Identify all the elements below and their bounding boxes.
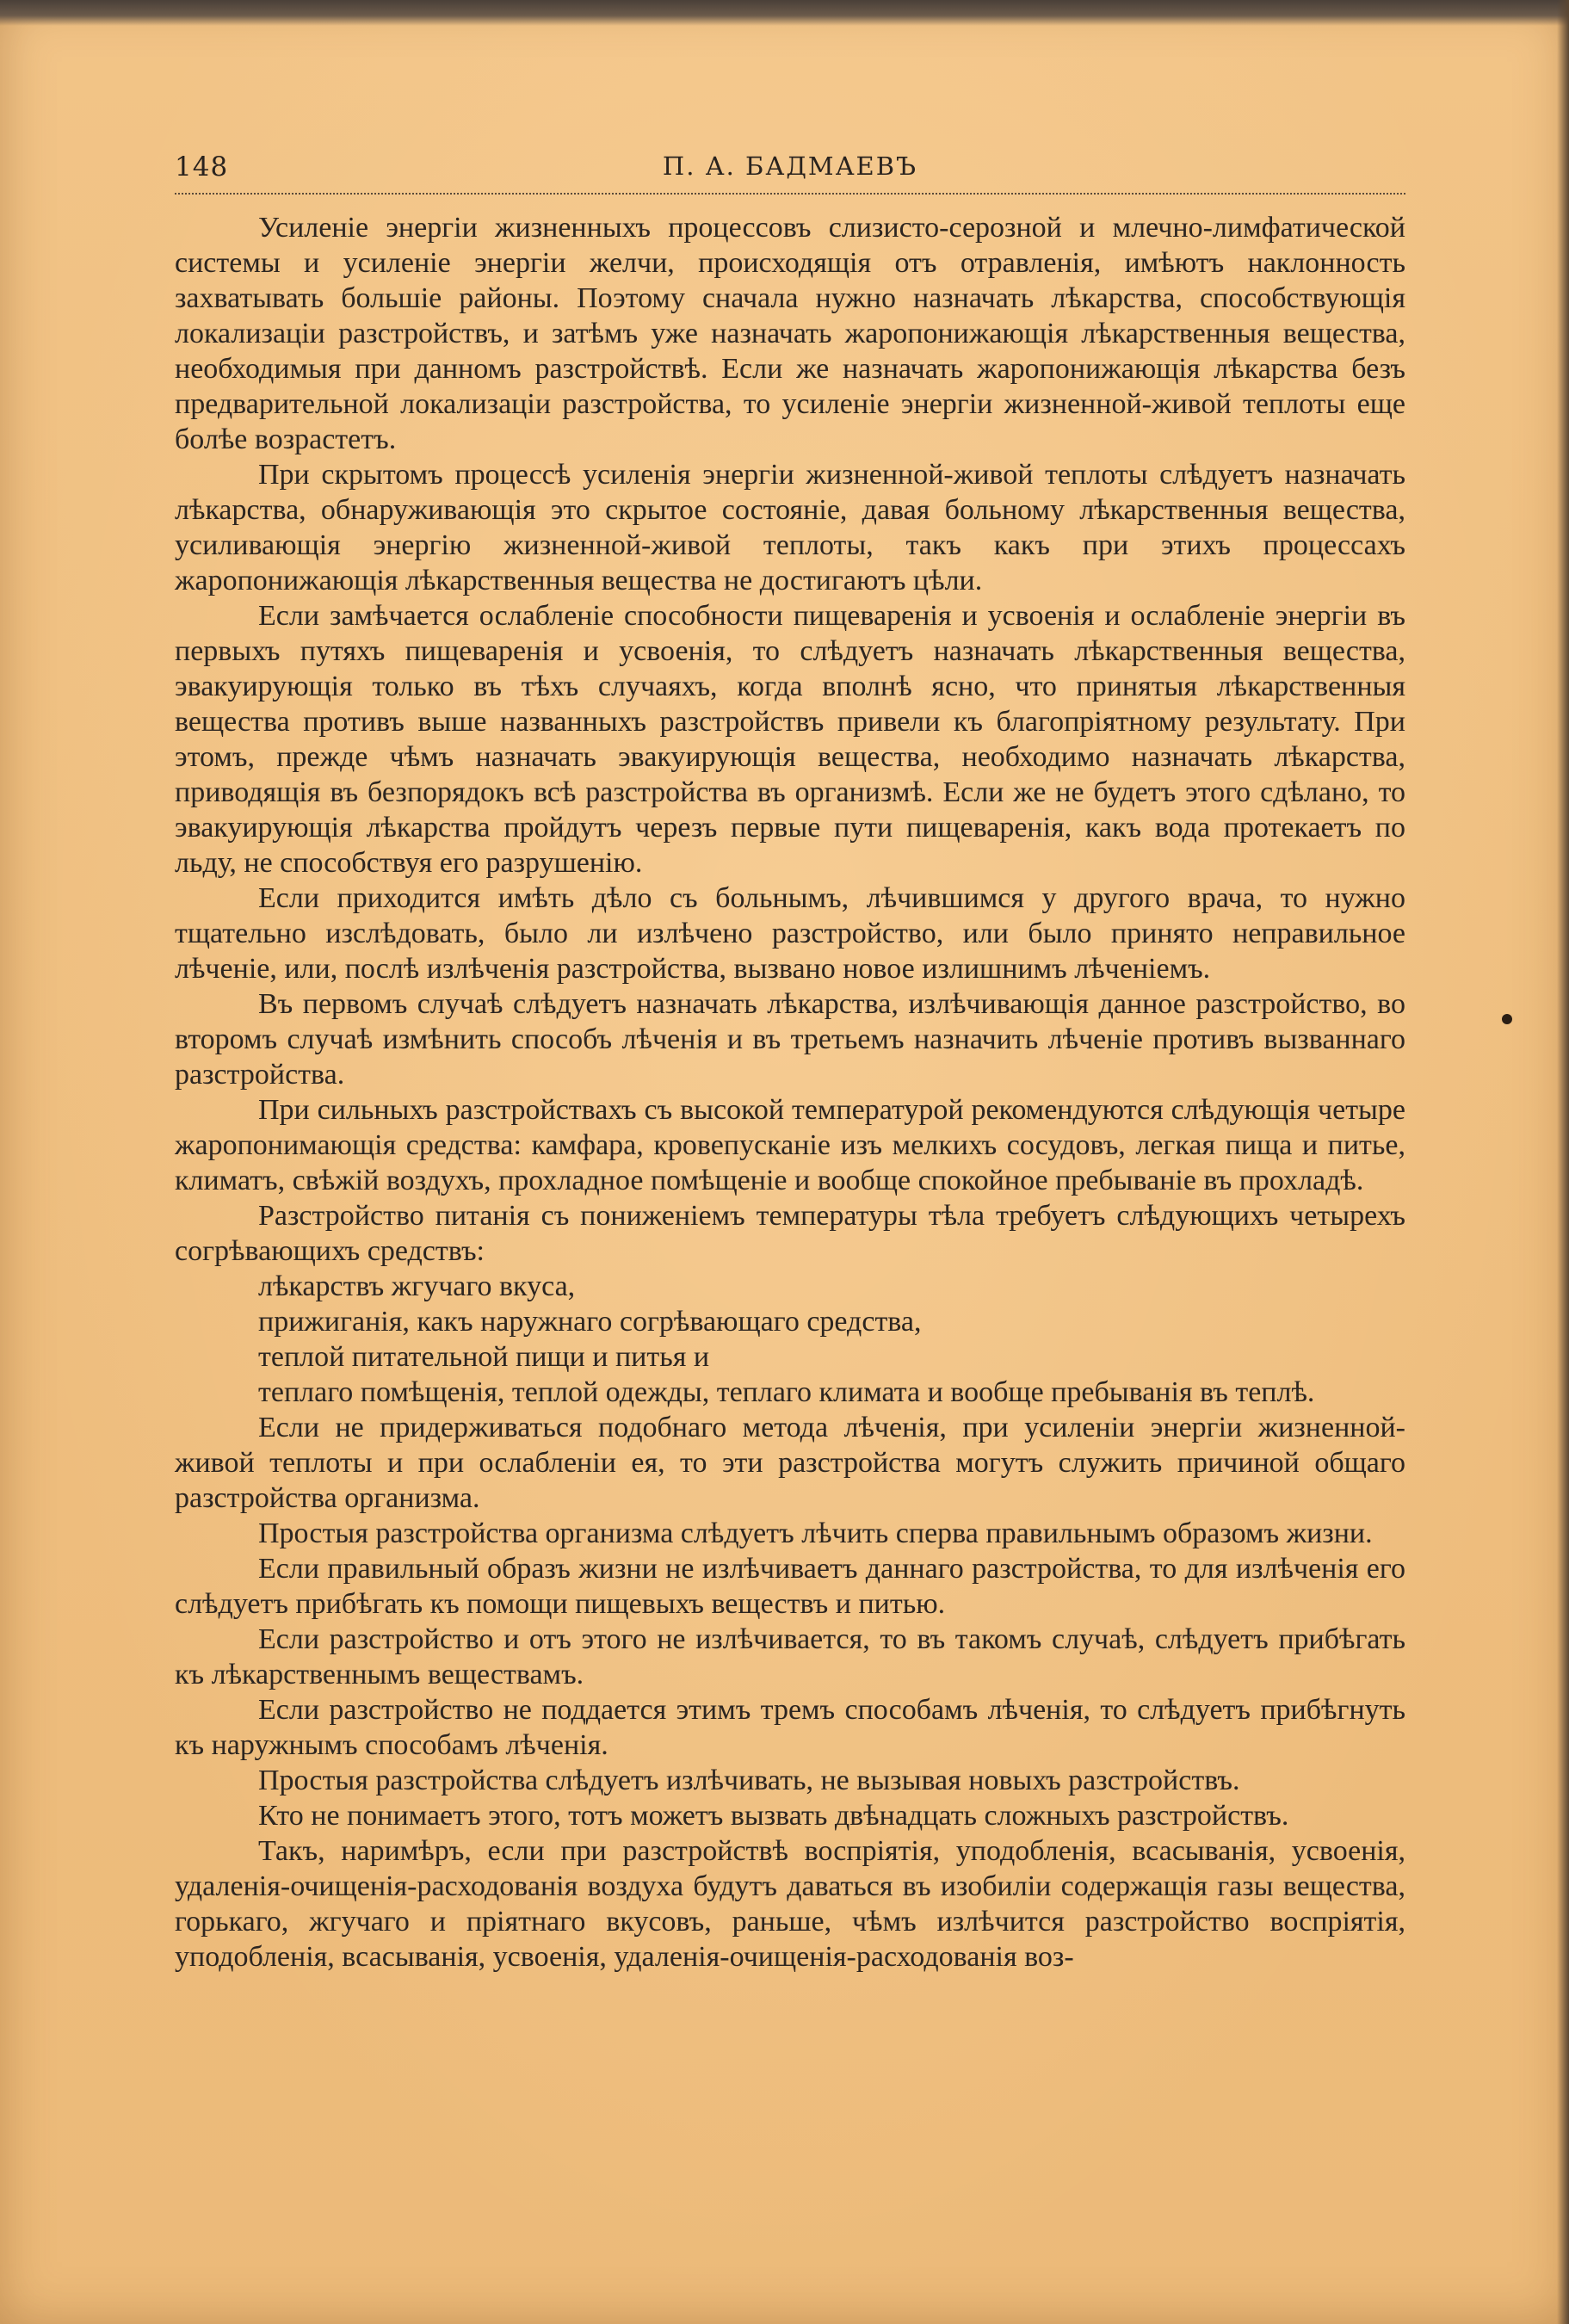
paragraph: Такъ, наримѣръ, если при разстройствѣ воспріятія, уподобленія, всасыванія, усвоенія, удаленія-очищенія-расходованія воздуха будутъ даваться въ изобиліи содержащія газы вещества, горькаго, жгучаго и пріятнаго вкусовъ, раньше, чѣмъ излѣчится разстройство воспріятія, уподобленія, всасыванія, усвоенія, удаленія-очищенія-расходованія воз- (175, 1835, 1405, 1973)
paragraph: Если замѣчается ослабленіе способности пищеваренія и усвоенія и ослабленіе энергіи въ первыхъ путяхъ пищеваренія и усвоенія, то слѣдуетъ назначать лѣкарственныя вещества, эвакуирующія только въ тѣхъ случаяхъ, когда вполнѣ ясно, что принятыя лѣкарственныя вещества противъ выше названныхъ разстройствъ привели къ благопріятному результату. При этомъ, прежде чѣмъ назначать эвакуирующія вещества, необходимо назначать лѣкарства, приводящія въ безпорядокъ всѣ разстройства въ организмѣ. Если же не будетъ этого сдѣлано, то эвакуирующія лѣкарства пройдутъ черезъ первые пути пищеваренія, какъ вода протекаетъ по льду, не способствуя его разрушенію. (175, 600, 1405, 879)
scan-right-edge (1557, 0, 1569, 2324)
paragraph: Усиленіе энергіи жизненныхъ процессовъ слизисто-серозной и млечно-лимфатической системы и усиленіе энергіи желчи, происходящія отъ отравленія, имѣютъ наклонность захватывать большіе районы. Поэтому сначала нужно назначать лѣкарства, способствующія локализаціи разстройствъ, и затѣмъ уже назначать жаропонижающія лѣкарственныя вещества, необходимыя при данномъ разстройствѣ. Если же назначать жаропонижающія лѣкарства безъ предварительной локализаціи разстройства, то усиленіе энергіи жизненной-живой теплоты еще болѣе возрастетъ. (175, 212, 1405, 455)
running-head: П. А. БАДМАЕВЪ (662, 151, 918, 181)
body-text (175, 210, 1405, 1975)
list-item: теплаго помѣщенія, теплой одежды, теплаго климата и вообще пребыванія въ теплѣ. (258, 1376, 1315, 1408)
paragraph: При скрытомъ процессѣ усиленія энергіи жизненной-живой теплоты слѣдуетъ назначать лѣкарства, обнаруживающія это скрытое состояніе, давая больному лѣкарственныя вещества, усиливающія энергію жизненной-живой теплоты, такъ какъ при этихъ процессахъ жаропонижающія лѣкарственныя вещества не достигаютъ цѣли. (175, 459, 1405, 596)
paragraph: Если приходится имѣть дѣло съ больнымъ, лѣчившимся у другого врача, то нужно тщательно изслѣдовать, было ли излѣчено разстройство, или было принято неправильное лѣченіе, или, послѣ излѣченія разстройства, вызвано новое излишнимъ лѣченіемъ. (175, 882, 1405, 985)
paragraph: Если не придерживаться подобнаго метода лѣченія, при усиленіи энергіи жизненной-живой теплоты и при ослабленіи ея, то эти разстройства могутъ служить причиной общаго разстройства организма. (175, 1412, 1405, 1514)
list-item: прижиганія, какъ наружнаго согрѣвающаго средства, (258, 1306, 922, 1338)
paragraph: Если разстройство не поддается этимъ тремъ способамъ лѣченія, то слѣдуетъ прибѣгнуть къ наружнымъ способамъ лѣченія. (175, 1694, 1405, 1761)
header-rule (175, 193, 1405, 195)
list-item: теплой питательной пищи и питья и (258, 1341, 710, 1373)
list-item: лѣкарствъ жгучаго вкуса, (258, 1270, 576, 1302)
page-number: 148 (175, 151, 229, 182)
page-header (175, 151, 1405, 189)
paragraph: При сильныхъ разстройствахъ съ высокой температурой рекомендуются слѣдующія четыре жаропонимающія средства: камфара, кровепусканіе изъ мелкихъ сосудовъ, легкая пища и питье, климатъ, свѣжій воздухъ, прохладное помѣщеніе и вообще спокойное пребываніе въ прохладѣ. (175, 1094, 1405, 1196)
paragraph: Простыя разстройства слѣдуетъ излѣчивать, не вызывая новыхъ разстройствъ. (258, 1765, 1240, 1796)
paragraph: Простыя разстройства организма слѣдуетъ лѣчить сперва правильнымъ образомъ жизни. (258, 1517, 1373, 1549)
paragraph: Кто не понимаетъ этого, тотъ можетъ вызвать двѣнадцать сложныхъ разстройствъ. (258, 1800, 1289, 1832)
paragraph: Разстройство питанія съ пониженіемъ температуры тѣла требуетъ слѣдующихъ четырехъ согрѣвающихъ средствъ: (175, 1200, 1405, 1267)
ink-speck (1502, 1014, 1512, 1024)
scan-top-edge (0, 0, 1569, 26)
paragraph: Если разстройство и отъ этого не излѣчивается, то въ такомъ случаѣ, слѣдуетъ прибѣгать къ лѣкарственнымъ веществамъ. (175, 1623, 1405, 1690)
paragraph: Въ первомъ случаѣ слѣдуетъ назначать лѣкарства, излѣчивающія данное разстройство, во второмъ случаѣ измѣнить способъ лѣченія и въ третьемъ назначить лѣченіе противъ вызваннаго разстройства. (175, 988, 1405, 1091)
paragraph: Если правильный образъ жизни не излѣчиваетъ даннаго разстройства, то для излѣченія его слѣдуетъ прибѣгать къ помощи пищевыхъ веществъ и питью. (175, 1553, 1405, 1620)
